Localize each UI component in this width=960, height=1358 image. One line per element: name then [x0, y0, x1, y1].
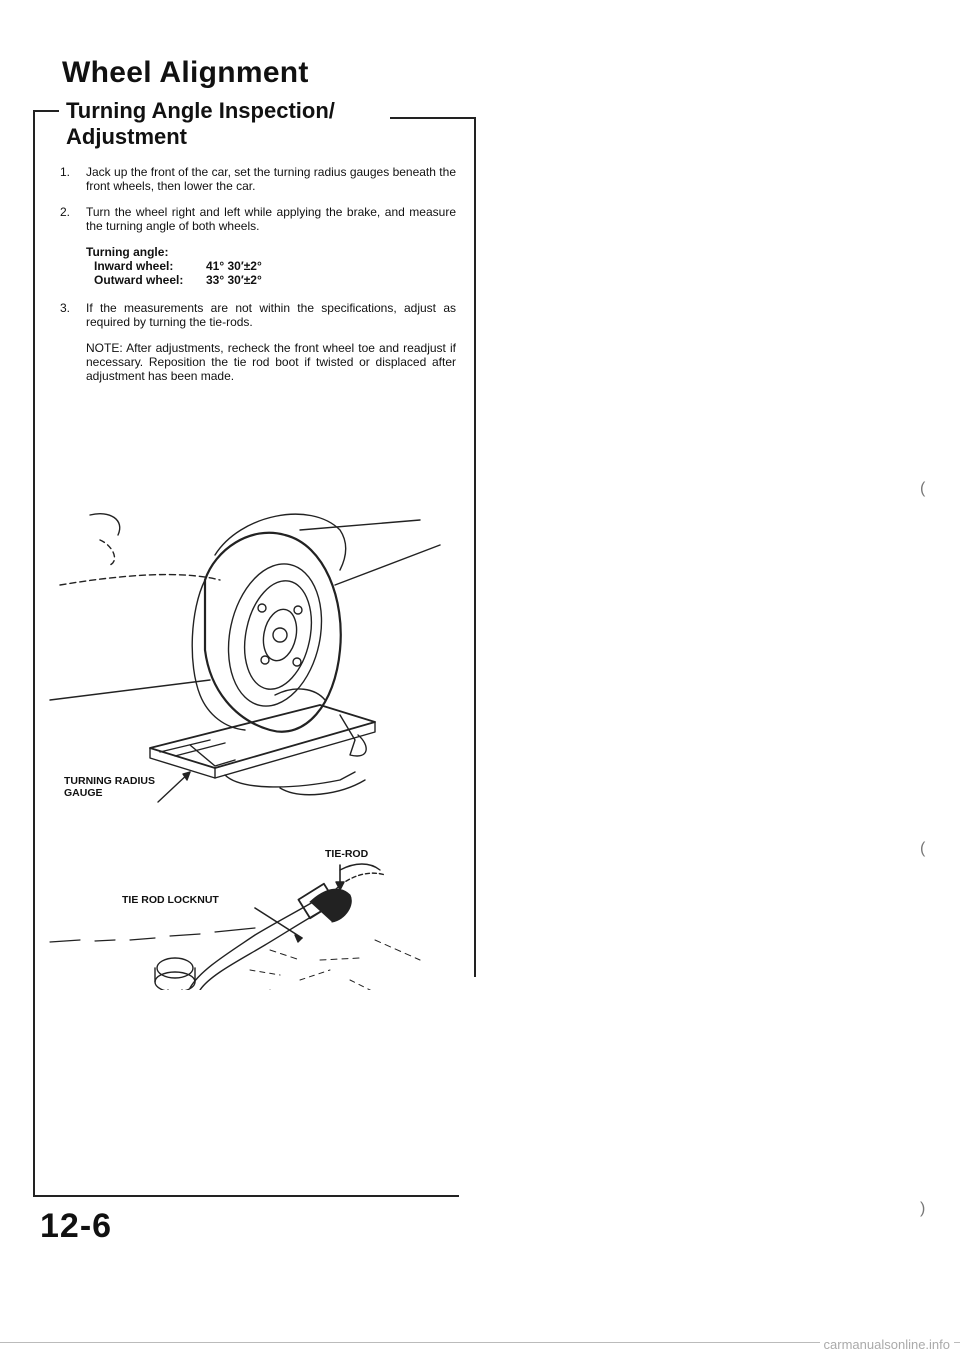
gauge-label-line2: GAUGE: [64, 787, 103, 799]
step-text: Jack up the front of the car, set the turning radius gauges beneath the front wheels, then lower the car.: [86, 165, 456, 193]
section-title: [66, 98, 335, 150]
frame-top-right-rule: [390, 117, 475, 119]
spec-inward-label: Inward wheel:: [94, 259, 174, 273]
spec-inward-row: [86, 259, 456, 273]
spec-outward-label: Outward wheel:: [94, 273, 184, 287]
footer-rule: [0, 1342, 960, 1343]
binding-mark-icon: (: [920, 840, 926, 857]
step-2: [60, 205, 456, 233]
step-1: [60, 165, 456, 193]
tie-rod-label: TIE-ROD: [325, 848, 369, 860]
gauge-label-line1: TURNING RADIUS: [64, 775, 155, 787]
step-text: Turn the wheel right and left while applying the brake, and measure the turning angle of both wheels.: [86, 205, 456, 233]
spec-inward-value: 41° 30′±2°: [206, 259, 262, 273]
figure: [40, 490, 460, 995]
turning-radius-gauge-label: [64, 775, 155, 799]
frame-top-left-rule: [33, 110, 59, 112]
step-text: If the measurements are not within the specifications, adjust as required by turning the tie-rods.: [86, 301, 456, 329]
instructions: [60, 165, 456, 383]
spec-outward-row: [86, 273, 456, 287]
page-number: 12-6: [40, 1207, 113, 1245]
watermark: carmanualsonline.info: [820, 1337, 954, 1352]
step-number: 2.: [60, 205, 71, 219]
tie-rod-locknut-label: TIE ROD LOCKNUT: [122, 894, 219, 906]
binding-mark-icon: ): [920, 1200, 926, 1217]
step-3: [60, 301, 456, 329]
step-number: 1.: [60, 165, 71, 179]
page-title: Wheel Alignment: [62, 56, 309, 89]
wheel-illustration: [40, 490, 460, 990]
step-number: 3.: [60, 301, 71, 315]
frame-right-rule: [474, 117, 476, 977]
spec-label: Turning angle:: [86, 245, 169, 259]
section-title-line1: Turning Angle Inspection/: [66, 98, 335, 123]
note-text: NOTE: After adjustments, recheck the front wheel toe and readjust if necessary. Reposition the tie rod boot if twisted or displaced after adjustment has been made.: [86, 341, 456, 383]
spec-outward-value: 33° 30′±2°: [206, 273, 262, 287]
section-title-line2: Adjustment: [66, 124, 187, 149]
binding-mark-icon: (: [920, 480, 926, 497]
turning-angle-spec: [86, 245, 456, 287]
